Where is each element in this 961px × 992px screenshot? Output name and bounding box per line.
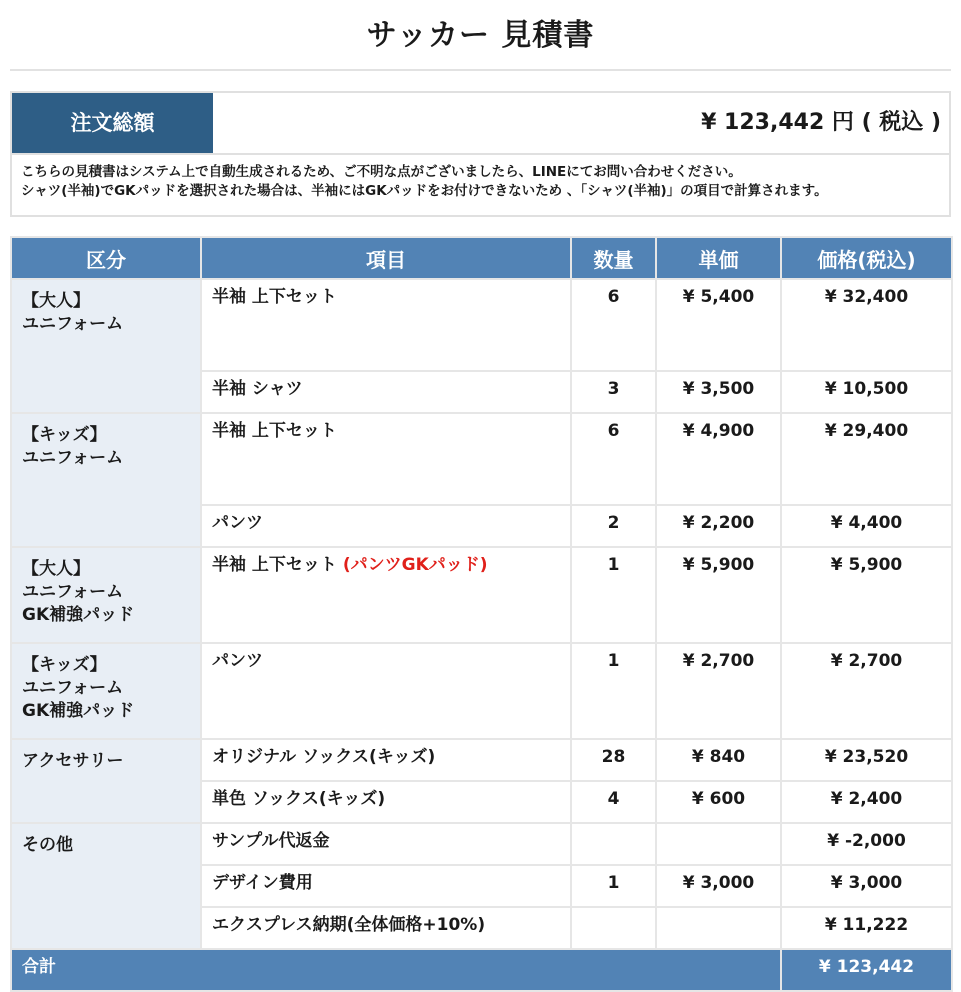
category-cell [11, 823, 201, 949]
column-header-quantity: 数量 [571, 237, 656, 279]
order-total-value: ¥ 123,442 円 ( 税込 ) [701, 110, 941, 135]
quantity-cell: 4 [571, 781, 656, 823]
quantity-cell: 28 [571, 739, 656, 781]
unit-price-cell: ¥ 5,900 [656, 547, 781, 643]
column-header-item: 項目 [201, 237, 571, 279]
item-cell: 単色 ソックス(キッズ) [201, 781, 571, 823]
item-cell: パンツ [201, 505, 571, 547]
item-option-note: (パンツGKパッド) [342, 555, 488, 575]
category-label: 【キッズ】 [22, 655, 107, 675]
category-label: ユニフォーム [22, 314, 124, 334]
quantity-cell: 2 [571, 505, 656, 547]
quantity-cell: 1 [571, 643, 656, 739]
column-header-price: 価格(税込) [781, 237, 952, 279]
item-cell: オリジナル ソックス(キッズ) [201, 739, 571, 781]
quantity-cell [571, 823, 656, 865]
price-cell: ¥ 2,400 [781, 781, 952, 823]
notice-line: こちらの見積書はシステム上で自動生成されるため、ご不明な点がございましたら、LINEにてお問い合わせください。 [21, 164, 742, 180]
table-row [11, 279, 952, 371]
table-row [11, 643, 952, 739]
page-title: サッカー 見積書 [366, 18, 595, 53]
item-cell: エクスプレス納期(全体価格+10%) [201, 907, 571, 949]
category-label: 【キッズ】 [22, 425, 107, 445]
column-header-unit-price: 単価 [656, 237, 781, 279]
table-footer-row [11, 949, 952, 991]
table-header-row [11, 237, 952, 279]
price-cell: ¥ 4,400 [781, 505, 952, 547]
unit-price-cell: ¥ 4,900 [656, 413, 781, 505]
quantity-cell: 6 [571, 279, 656, 371]
item-cell [201, 547, 571, 643]
price-cell: ¥ 3,000 [781, 865, 952, 907]
item-label: 半袖 上下セット [212, 555, 337, 575]
quantity-cell: 6 [571, 413, 656, 505]
category-cell [11, 279, 201, 413]
table-row [11, 823, 952, 865]
category-cell [11, 547, 201, 643]
unit-price-cell: ¥ 2,700 [656, 643, 781, 739]
category-label: ユニフォーム [22, 448, 124, 468]
unit-price-cell: ¥ 600 [656, 781, 781, 823]
unit-price-cell: ¥ 2,200 [656, 505, 781, 547]
category-cell [11, 739, 201, 823]
order-total-box [10, 91, 951, 217]
table-row [11, 739, 952, 781]
notice-text [21, 163, 941, 201]
category-cell [11, 413, 201, 547]
unit-price-cell: ¥ 840 [656, 739, 781, 781]
unit-price-cell [656, 823, 781, 865]
category-label: アクセサリー [22, 751, 124, 771]
table-row [11, 413, 952, 505]
price-cell: ¥ -2,000 [781, 823, 952, 865]
grand-total-value: ¥ 123,442 [781, 949, 952, 991]
quantity-cell: 3 [571, 371, 656, 413]
item-cell: 半袖 上下セット [201, 413, 571, 505]
table-row [11, 547, 952, 643]
unit-price-cell [656, 907, 781, 949]
order-total-divider [12, 153, 949, 155]
category-label: GK補強パッド [22, 701, 135, 721]
price-cell: ¥ 32,400 [781, 279, 952, 371]
estimate-table [10, 236, 953, 992]
order-total-label: 注文総額 [12, 93, 213, 153]
unit-price-cell: ¥ 3,000 [656, 865, 781, 907]
quantity-cell: 1 [571, 547, 656, 643]
category-label: 【大人】 [22, 291, 90, 311]
price-cell: ¥ 5,900 [781, 547, 952, 643]
price-cell: ¥ 29,400 [781, 413, 952, 505]
price-cell: ¥ 2,700 [781, 643, 952, 739]
category-label: その他 [22, 835, 73, 855]
price-cell: ¥ 23,520 [781, 739, 952, 781]
quantity-cell [571, 907, 656, 949]
category-label: GK補強パッド [22, 605, 135, 625]
category-label: 【大人】 [22, 559, 90, 579]
item-cell: 半袖 シャツ [201, 371, 571, 413]
title-divider [10, 69, 951, 71]
item-cell: デザイン費用 [201, 865, 571, 907]
unit-price-cell: ¥ 5,400 [656, 279, 781, 371]
category-label: ユニフォーム [22, 582, 124, 602]
category-label: ユニフォーム [22, 678, 124, 698]
price-cell: ¥ 11,222 [781, 907, 952, 949]
grand-total-label: 合計 [11, 949, 781, 991]
item-cell: パンツ [201, 643, 571, 739]
category-cell [11, 643, 201, 739]
column-header-category: 区分 [11, 237, 201, 279]
notice-line: シャツ(半袖)でGKパッドを選択された場合は、半袖にはGKパッドをお付けできないため 、「シャツ(半袖)」の項目で計算されます。 [21, 183, 828, 199]
unit-price-cell: ¥ 3,500 [656, 371, 781, 413]
item-cell: 半袖 上下セット [201, 279, 571, 371]
item-cell: サンプル代返金 [201, 823, 571, 865]
price-cell: ¥ 10,500 [781, 371, 952, 413]
quantity-cell: 1 [571, 865, 656, 907]
